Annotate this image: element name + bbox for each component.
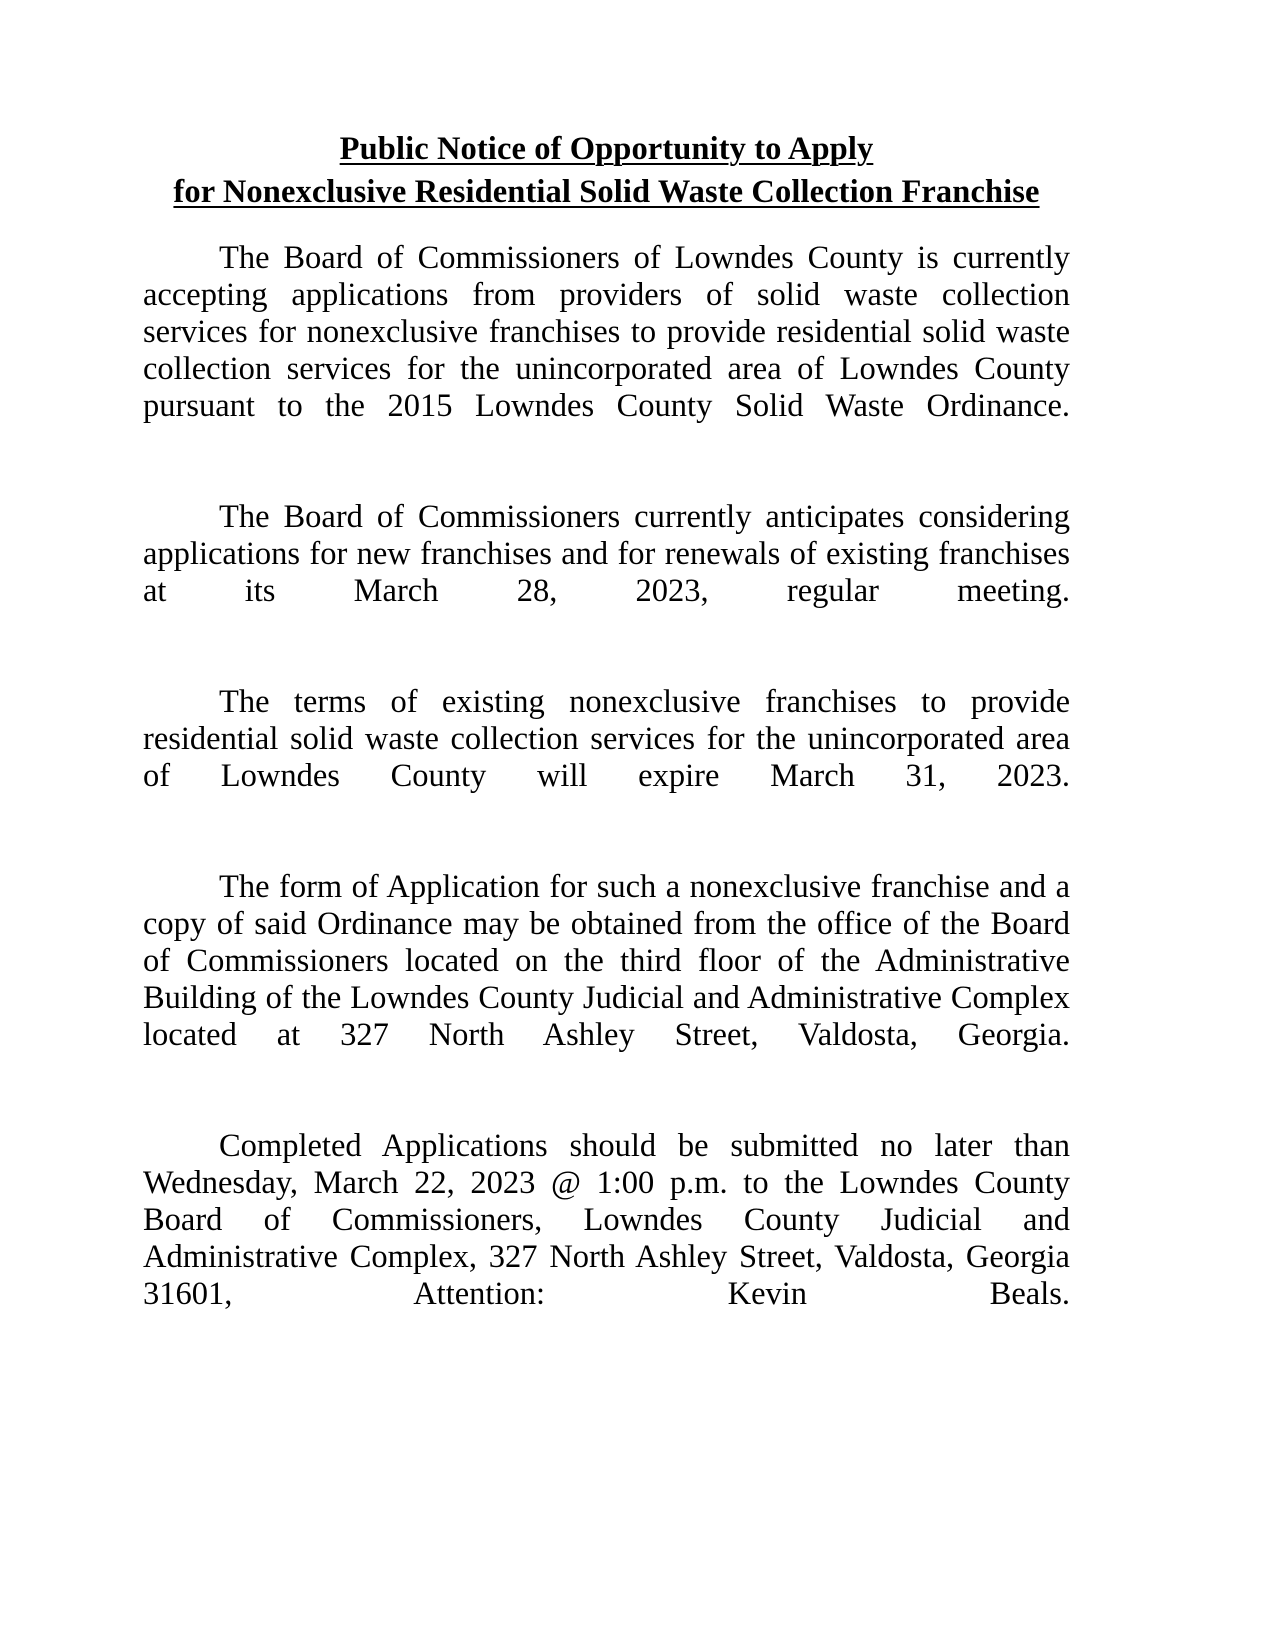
- paragraph-obtaining-forms: The form of Application for such a nonexclusive franchise and a copy of said Ordinance may be obtained from the office of the Board of Commissioners located on the third floor of the Administrative Building of the Lowndes County Judicial and Administrative Complex located at 327 North Ashley Street, Valdosta, Georgia.: [143, 869, 1070, 1053]
- paragraph-submission-deadline: Completed Applications should be submitted no later than Wednesday, March 22, 2023 @ 1:00 p.m. to the Lowndes County Board of Commissioners, Lowndes County Judicial and Administrative Complex, 327 North Ashley Street, Valdosta, Georgia 31601, Attention: Kevin Beals.: [143, 1128, 1070, 1312]
- paragraph-meeting-date: The Board of Commissioners currently anticipates considering applications for new franchises and for renewals of existing franchises at its March 28, 2023, regular meeting.: [143, 499, 1070, 609]
- page-title: [143, 128, 1070, 214]
- paragraph-accepting-applications: The Board of Commissioners of Lowndes County is currently accepting applications from providers of solid waste collection services for nonexclusive franchises to provide residential solid waste collection services for the unincorporated area of Lowndes County pursuant to the 2015 Lowndes County Solid Waste Ordinance.: [143, 240, 1070, 424]
- document-body: [143, 240, 1070, 1350]
- page-title-line-2: for Nonexclusive Residential Solid Waste Collection Franchise: [173, 174, 1040, 210]
- page-title-line-1: Public Notice of Opportunity to Apply: [339, 131, 874, 167]
- paragraph-expiration: The terms of existing nonexclusive franchises to provide residential solid waste collection services for the unincorporated area of Lowndes County will expire March 31, 2023.: [143, 684, 1070, 794]
